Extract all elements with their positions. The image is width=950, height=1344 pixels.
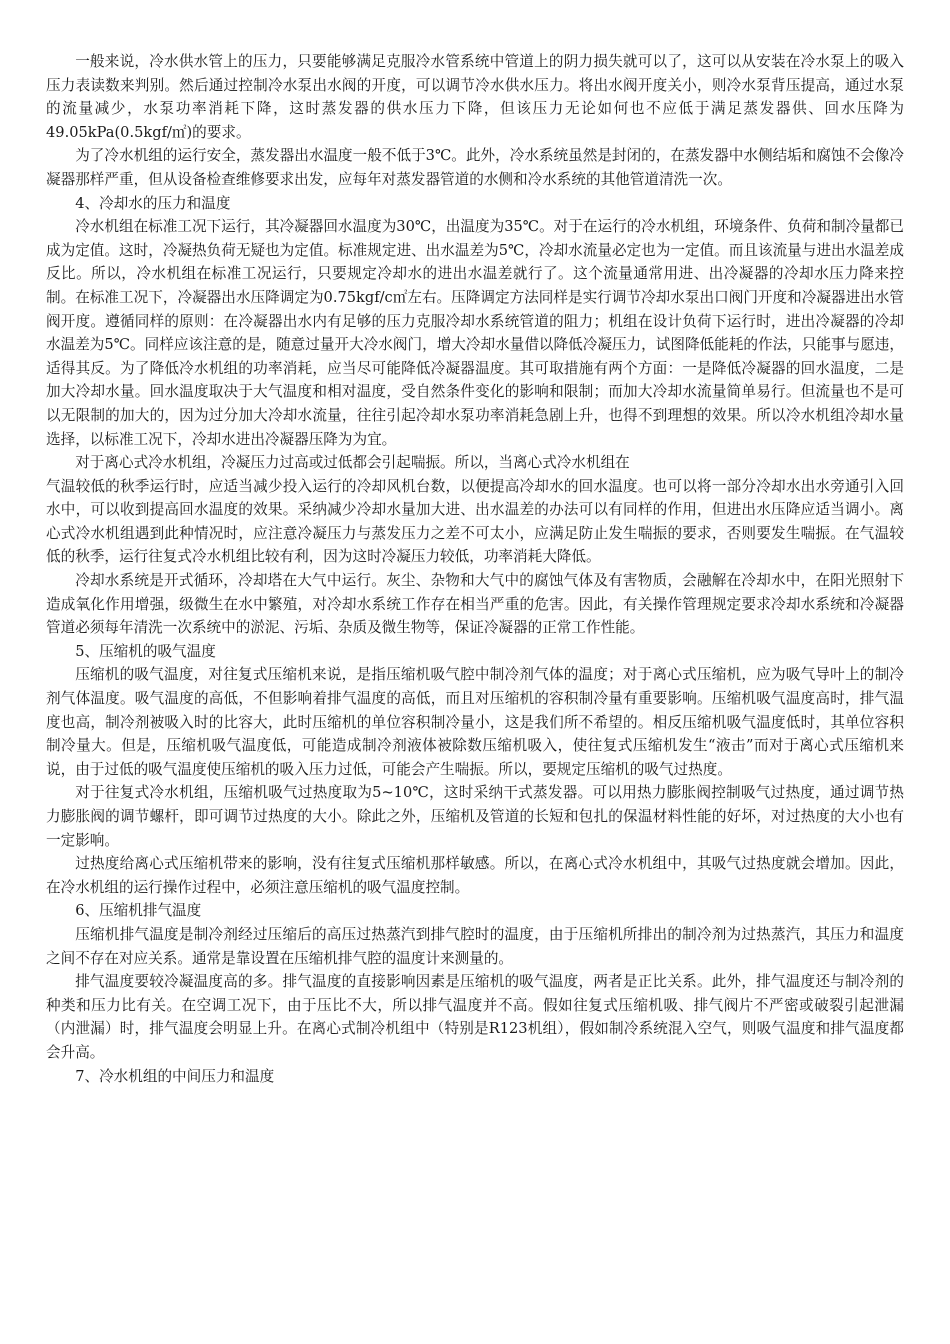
section-heading-5: 5、压缩机的吸气温度 (75, 642, 216, 660)
paragraph-cooling-tower: 冷却水系统是开式循环，冷却塔在大气中运行。灰尘、杂物和大气中的腐蚀气体及有害物质，会融解在冷却水中，在阳光照射下造成氧化作用增强，级微生在水中繁殖，对冷却水系统工作存在相当严重的危害。因此，有关操作管理规定要求冷却水系统和冷凝器管道必须每年清洗一次系统中的淤泥、污垢、杂质及微生物等，保证冷凝器的正常工作性能。 (46, 572, 904, 637)
paragraph-centrifugal-surge-a: 对于离心式冷水机组，冷凝压力过高或过低都会引起喘振。所以，当离心式冷水机组在 (75, 454, 630, 472)
paragraph-cooling-water-standard: 冷水机组在标准工况下运行，其冷凝器回水温度为30℃，出温度为35℃。对于在运行的冷水机组，环境条件、负荷和制冷量都已成为定值。这时，冷凝热负荷无疑也为定值。标准规定进、出水温差为5℃，冷却水流量必定也为一定值。而且该流量与进出水温差成反比。所以，冷水机组在标准工况运行，只要规定冷却水的进出水温差就行了。这个流量通常用进、出冷凝器的冷却水压力降来控制。在标准工况下，冷凝器出水压降调定为0.75kgf/c㎡左右。压降调定方法同样是实行调节冷却水泵出口阀门开度和冷凝器进出水管阀开度。遵循同样的原则：在冷凝器出水内有足够的压力克服冷却水系统管道的阻力；机组在设计负荷下运行时，进出冷凝器的冷却水温差为5℃。同样应该注意的是，随意过量开大冷水阀门，增大冷却水量借以降低冷凝压力，试图降低能耗的作法，只能事与愿违，适得其反。为了降低冷水机组的功率消耗，应当尽可能降低冷凝器温度。其可取措施有两个方面：一是降低冷凝器的回水温度，二是加大冷却水量。回水温度取决于大气温度和相对温度，受自然条件变化的影响和限制；而加大冷却水流量简单易行。但流量也不是可以无限制的加大的，因为过分加大冷却水流量，往往引起冷却水泵功率消耗急剧上升，也得不到理想的效果。所以冷水机组冷却水量选择，以标准工况下，冷却水进出冷凝器压降为为宜。 (46, 218, 904, 448)
section-heading-7: 7、冷水机组的中间压力和温度 (75, 1067, 275, 1085)
section-heading-4: 4、冷却水的压力和温度 (75, 194, 231, 212)
paragraph-centrifugal-surge-b: 气温较低的秋季运行时，应适当减少投入运行的冷却风机台数，以便提高冷却水的回水温度。也可以将一部分冷却水出水旁通引入回水中，可以收到提高回水温度的效果。采纳减少冷却水量加大进、出水温差的办法可以有同样的作用，但进出水压降应适当调小。离心式冷水机组遇到此种情况时，应注意冷凝压力与蒸发压力之差不可太小，应满足防止发生喘振的要求，否则要发生喘振。在气温较低的秋季，运行往复式冷水机组比较有利，因为这时冷凝压力较低，功率消耗大降低。 (46, 477, 904, 566)
paragraph-discharge-factors: 排气温度要较冷凝温度高的多。排气温度的直接影响因素是压缩机的吸气温度，两者是正比关系。此外，排气温度还与制冷剂的种类和压力比有关。在空调工况下，由于压比不大，所以排气温度并不高。假如往复式压缩机吸、排气阀片不严密或破裂引起泄漏（内泄漏）时，排气温度会明显上升。在离心式制冷机组中（特别是R123机组），假如制冷系统混入空气，则吸气温度和排气温度都会升高。 (46, 973, 904, 1061)
paragraph-superheat-reciprocating: 对于往复式冷水机组，压缩机吸气过热度取为5~10℃，这时采纳干式蒸发器。可以用热力膨胀阀控制吸气过热度，通过调节热力膨胀阀的调节螺杆，即可调节过热度的大小。除此之外，压缩机及管道的长短和包扎的保温材料性能的好坏，对过热度的大小也有一定影响。 (46, 784, 904, 849)
paragraph-discharge-temperature: 压缩机排气温度是制冷剂经过压缩后的高压过热蒸汽到排气腔时的温度，由于压缩机所排出的制冷剂为过热蒸汽，其压力和温度之间不存在对应关系。通常是靠设置在压缩机排气腔的温度计来测量的。 (46, 925, 904, 967)
paragraph-chilled-water-pressure: 一般来说，冷水供水管上的压力，只要能够满足克服冷水管系统中管道上的阴力损失就可以了，这可以从安装在冷水泵上的吸入压力表读数来判别。然后通过控制冷水泵出水阀的开度，可以调节冷水供水压力。将出水阀开度关小，则冷水泵背压提高，通过水泵的流量减少，水泵功率消耗下降，这时蒸发器的供水压力下降，但该压力无论如何也不应低于满足蒸发器供、回水压降为49.05kPa(0.5kgf/㎡)的要求。 (46, 53, 904, 141)
paragraph-evaporator-outlet-temp: 为了冷水机组的运行安全，蒸发器出水温度一般不低于3℃。此外，冷水系统虽然是封闭的，在蒸发器中水侧结垢和腐蚀不会像冷凝器那样严重，但从设备检查维修要求出发，应每年对蒸发器管道的水侧和冷水系统的其他管道清洗一次。 (46, 147, 904, 188)
paragraph-suction-temperature: 压缩机的吸气温度，对往复式压缩机来说，是指压缩机吸气腔中制冷剂气体的温度；对于离心式压缩机，应为吸气导叶上的制冷剂气体温度。吸气温度的高低，不但影响着排气温度的高低，而且对压缩机的容积制冷量有重要影响。压缩机吸气温度高时，排气温度也高，制冷剂被吸入时的比容大，此时压缩机的单位容积制冷量小，这是我们所不希望的。相反压缩机吸气温度低时，其单位容积制冷量大。但是，压缩机吸气温度低，可能造成制冷剂液体被除数压缩机吸入，使往复式压缩机发生“液击”而对于离心式压缩机来说，由于过低的吸气温度使压缩机的吸入压力过低，可能会产生喘振。所以，要规定压缩机的吸气过热度。 (46, 666, 904, 778)
section-heading-6: 6、压缩机排气温度 (75, 902, 202, 920)
paragraph-superheat-centrifugal: 过热度给离心式压缩机带来的影响，没有往复式压缩机那样敏感。所以，在离心式冷水机组中，其吸气过热度就会增加。因此，在冷水机组的运行操作过程中，必须注意压缩机的吸气温度控制。 (46, 855, 904, 896)
